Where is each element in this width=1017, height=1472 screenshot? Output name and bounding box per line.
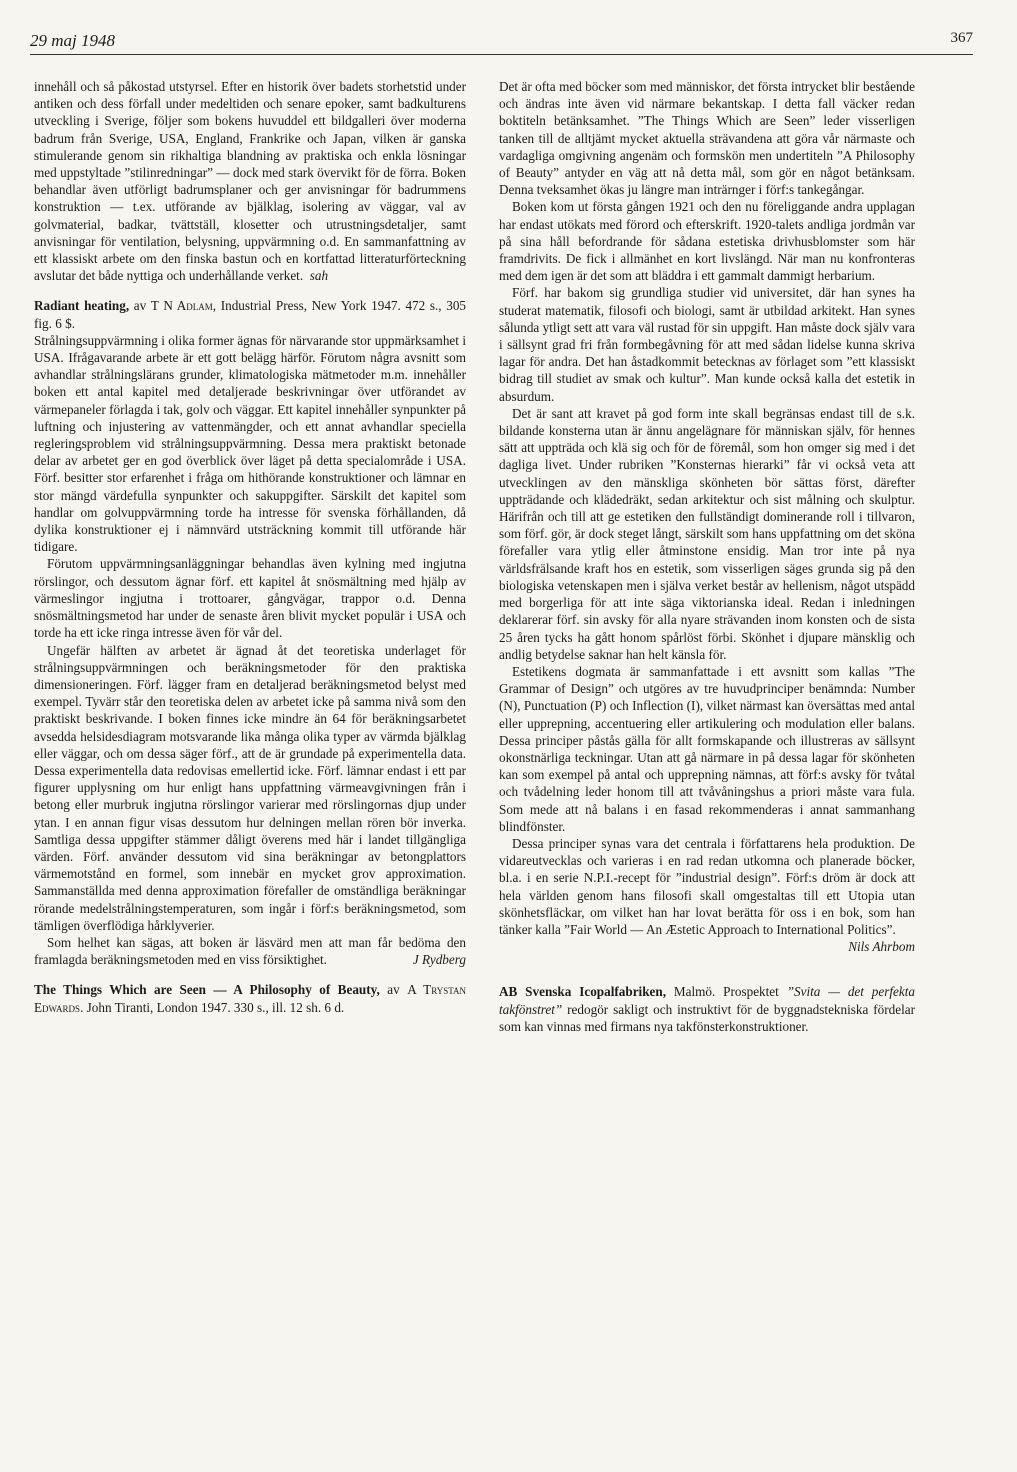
review-text: Dessa principer synas vara det centrala i författarens hela produktion. De vidareutvecklas och varieras i en rad redan utkomna och planerade böcker, bl.a. i en serie N.P.I.-recept för ”industrial design”. Förf:s dröm är dock att hela världen genom hans filosofi skall omgestaltas till ett Utopia utan skönhetsfläckar, om vilket han har lovat berätta för oss i en bok, som han tänker kalla ”Fair World — An Æstetic Approach to International Politics”. Nils Ahrbom bbox=[499, 835, 915, 955]
signature: sah bbox=[309, 268, 329, 284]
review-text: Estetikens dogmata är sammanfattade i ett avsnitt som kallas ”The Grammar of Design” och utgöres av tre huvudprinciper benämnda: Number (N), Punctuation (P) och Inflection (I), vilket närmast kan översättas med antal eller upprepning, accentuering eller artikulering och modulation eller balans. Dessa principer påstås gälla för allt formskapande och illustreras av sällsynt okonstnärliga teckningar. Utan att gå närmare in på dessa lagar för skönheten kan som exempel på antal och upprepning nämnas, att förf:s avsky för tvåtal och tvådelning leder honom till att tvåvåningshus a priori måste vara fula. Som mede att nå balans i en fasad rekommenderas i annat sammanhang blindfönster. bbox=[499, 663, 915, 834]
review-text: Boken kom ut första gången 1921 och den nu föreliggande andra upplagan har endast utökats med förord och efterskrift. 1920-talets andliga jordmån var på sina håll befordrande för sådana estetiska drivhusblomster som här framdrivits. De fick i allmänhet en kort livslängd. När man nu konfronteras med dem igen är det som att bläddra i ett gammalt dammigt herbarium. bbox=[499, 199, 915, 284]
review-text: Det är sant att kravet på god form inte skall begränsas endast till de s.k. bildande konsterna utan är ännu angelägnare för människan själv, för hennes sätt att uppträda och klä sig och för de föremål, som hon omger sig med i det dagliga livet. Under rubriken ”Konsternas hierarki” får vi också veta att utvecklingen av den mänskliga skönheten bör sättas först, därefter uppträdande och klädedräkt, sedan arkitektur och sist målning och skulptur. Härifrån och till att ge estetiken den fullständigt dominerande roll i tillvaron, som förf. gör, är dock steget långt, särskilt som hans uppfattning om det sköna förefaller vara ytlig eller åtminstone ensidig. Man tror inte på nya världsfrälsande kraft hos en estetik, som visserligen säges grunda sig på den biologiska vetenskapen men i själva verket består av hellenism, något utspädd med borgerliga för att inte säga viktorianska ideal. Redan i inledningen deklarerar förf. sin avsky för alla nyare strävanden inom konsten och de sista 25 åren tycks ha gått honom spårlöst förbi. Skönhet i djupare mänsklig och andlig betydelse saknar han helt känsla för. bbox=[499, 405, 915, 662]
company-name: AB Svenska Icopalfabriken, bbox=[499, 984, 667, 1000]
notice: AB Svenska Icopalfabriken, Malmö. Prospektet ”Svita — det perfekta takfönstret” redogör sakligt och instruktivt för de byggnadstekniska fördelar som kan vinnas med firmans nya takfönsterkonstruktioner. bbox=[499, 984, 916, 1034]
book-author: T N Adlam bbox=[150, 298, 213, 314]
review-text: innehåll och så påkostad utstyrsel. Efter en historik över badets storhetstid under antiken och dess förfall under medeltiden och senare epoker, samt badkulturens utveckling i Sverige, följer som bokens huvuddel ett bildgalleri över moderna badrum från Sverige, USA, England, Frankrike och Japan, vilken är ganska stimulerande genom sin rikhaltiga blandning av praktiska och enkla lösningar med uppstyltade ”stilinredningar” — dock med stark övervikt för de förra. Boken behandlar även utförligt badrumsplaner och ger anvisningar för badrummens konstruktion — t.ex. utförande av bjälklag, isolering av väggar, val av golvmaterial, badkar, tvättställ, klosetter och utrustningsdetaljer, samt anvisningar för ventilation, belysning, uppvärmning o.d. En sammanfattning av ett klassiskt arbete om den finska bastun och en kortfattad litteraturförteckning avslutar det både nyttiga och underhållande verket. sah bbox=[34, 79, 466, 284]
book-author: A Trystan Edwards bbox=[34, 982, 467, 1015]
right-column bbox=[499, 78, 915, 1035]
review-text: Strålningsuppvärmning i olika former ägnas för närvarande stor uppmärksamhet i USA. Ifrågavarande arbete är ett gott belägg härför. Förutom några avsnitt som avhandlar strålningslärans grunder, klimatologiska mätmetoder m.m. innehåller boken ett antal kapitel med detaljerade beskrivningar över utförandet av värmepaneler förlagda i tak, golv och väggar. Ett kapitel innehåller synpunkter på luftning och injustering av vattenmängder, och ett annat avhandlar speciella regleringsproblem vid strålningsuppvärmning. Dessa mera praktiskt betonade delar av arbetet ger en god överblick över läget på detta specialområde i USA. Förf. besitter stor erfarenhet i fråga om hithörande konstruktioner och lämnar en stor mängd värdefulla synpunkter och sakuppgifter. Särskilt det kapitel som handlar om golvuppvärmning torde ha intresse för svenska förhållanden, då dylika konstruktioner ej i nämnvärd utsträckning kommit till utförande här tidigare. bbox=[34, 332, 466, 555]
review-text: Förf. har bakom sig grundliga studier vid universitet, där han synes ha studerat matematik, filosofi och biologi, samt är utbildad arkitekt. Han synes sålunda ytligt sett att vara väl rustad för sin uppgift. Han måste dock själv vara i sällsynt grad fri från formbegåvning för att med sådan lidelse kunna skriva lagar för andra. Det han åstadkommit betecknas av förlaget som ”ett klassiskt bidrag till studiet av smak och kultur”. Man kunde också kalla det estetik in absurdum. bbox=[499, 285, 915, 404]
issue-date: 29 maj 1948 bbox=[30, 31, 115, 50]
signature: Nils Ahrbom bbox=[848, 939, 915, 955]
page-number: 367 bbox=[950, 30, 973, 46]
review-heading: The Things Which are Seen — A Philosophy of Beauty, av A Trystan Edwards. John Tiranti, London 1947. 330 s., ill. 12 sh. 6 d. bbox=[34, 982, 467, 1015]
book-title: Radiant heating, bbox=[34, 298, 130, 314]
review-text: Som helhet kan sägas, att boken är läsvärd men att man får bedöma den framlagda beräkningsmetoden med en viss försiktighet. J Rydberg bbox=[34, 934, 466, 968]
signature: J Rydberg bbox=[412, 952, 466, 968]
left-column bbox=[34, 78, 466, 1016]
book-title: The Things Which are Seen — A Philosophy of Beauty, bbox=[34, 982, 380, 998]
review-text: Det är ofta med böcker som med människor, det första intrycket blir bestående och ändras inte även vid närmare bekantskap. I detta fall väcker redan boktiteln betänksamhet. ”The Things Which are Seen” leder visserligen tanken till de alltjämt mycket aktuella strävandena att göra vår närmaste och vardagliga omgivning angenäm och formskön men undertiteln ”A Philosophy of Beauty” antyder en väg att nå detta mål, som gör en något betänksam. Denna tveksamhet ökas ju längre man inträrnger i förf:s tankegångar. bbox=[499, 79, 915, 198]
page-header bbox=[30, 26, 973, 55]
review-heading: Radiant heating, av T N Adlam, Industrial Press, New York 1947. 472 s., 305 fig. 6 $. bbox=[34, 298, 467, 331]
review-text: Förutom uppvärmningsanläggningar behandlas även kylning med ingjutna rörslingor, och dessutom ägnar förf. ett kapitel åt snösmältning med hjälp av värmeslingor ingjutna i trottoarer, gångvägar, trappor o.d. Denna snösmältningsmetod har under de senaste åren blivit mycket populär i USA och torde ha ett icke ringa intresse även för vår del. bbox=[34, 556, 466, 641]
review-text: Ungefär hälften av arbetet är ägnad åt det teoretiska underlaget för strålningsuppvärmningen och beräkningsmetoder för den praktiska dimensioneringen. Förf. lägger fram en detaljerad beräkningsmetod belyst med exempel. Tyvärr står den teoretiska delen av arbetet icke på samma nivå som den praktiskt beskrivande. I boken finnes icke mindre än 64 för beräkningsarbetet avsedda helsidesdiagram motsvarande lika många olika typer av värmda bjälklag eller väggar, och om dessa säger förf., att de är grundade på experimentella data. Dessa experimentella data redovisas emellertid icke. Förf. lämnar endast i ett par figurer upplysning om hur enligt hans uppfattning värmeavgivningen från i betong eller murbruk ingjutna rörslingor varierar med rörslingornas djup under ytan. I en annan figur visas dessutom hur delningen mellan rören bör inverka. Samtliga dessa uppgifter stämmer dåligt överens med här i landet tillgängliga värden. Förf. använder dessutom vid sina beräkningar av betongplattors värmemotstånd en formel, som innebär en mycket grov approximation. Sammanställda med denna approximation förefaller de omständliga beräkningar rörande medelstrålningstemperaturen, som ingår i förf:s beräkningsmetod, som tämligen överflödiga hårklyverier. bbox=[34, 642, 466, 933]
